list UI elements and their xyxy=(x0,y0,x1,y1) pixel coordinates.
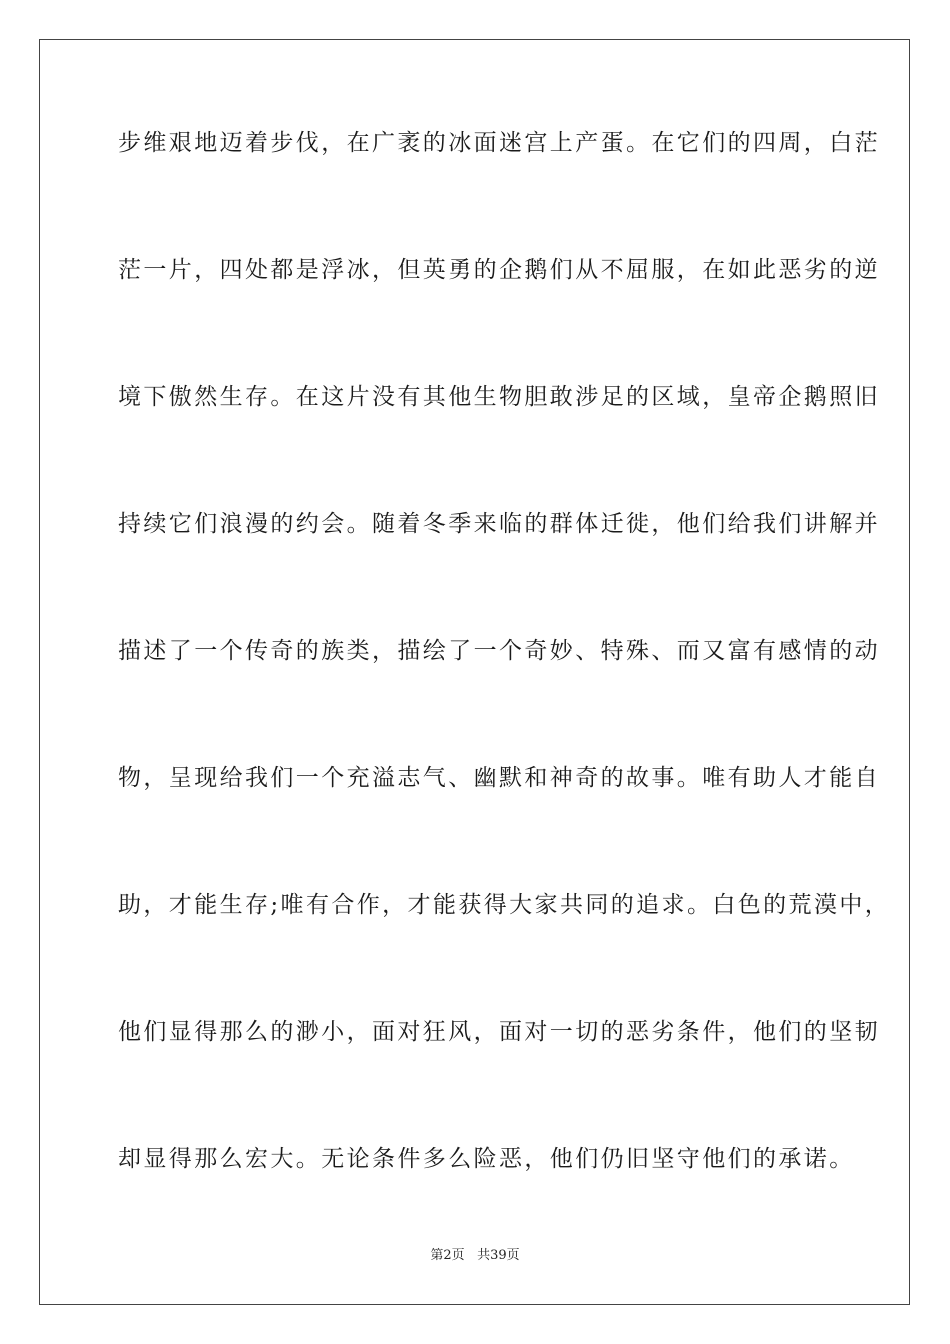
page-total: 共39页 xyxy=(477,1248,520,1263)
page-number: 第2页 xyxy=(430,1248,465,1263)
text-line: 却显得那么宏大。无论条件多么险恶，他们仍旧坚守他们的承诺。 xyxy=(118,1146,855,1172)
text-line: 他们显得那么的渺小，面对狂风，面对一切的恶劣条件，他们的坚韧 xyxy=(118,1019,880,1045)
text-line: 物，呈现给我们一个充溢志气、幽默和神奇的故事。唯有助人才能自 xyxy=(118,765,880,791)
text-line: 境下傲然生存。在这片没有其他生物胆敢涉足的区域，皇帝企鹅照旧 xyxy=(118,384,880,410)
page-border xyxy=(39,39,910,1305)
page-footer xyxy=(0,1247,950,1265)
text-line: 助，才能生存;唯有合作，才能获得大家共同的追求。白色的荒漠中， xyxy=(118,892,891,918)
text-line: 描述了一个传奇的族类，描绘了一个奇妙、特殊、而又富有感情的动 xyxy=(118,638,880,664)
text-line: 持续它们浪漫的约会。随着冬季来临的群体迁徙，他们给我们讲解并 xyxy=(118,511,880,537)
text-line: 步维艰地迈着步伐，在广袤的冰面迷宫上产蛋。在它们的四周，白茫 xyxy=(118,130,880,156)
text-line: 茫一片，四处都是浮冰，但英勇的企鹅们从不屈服，在如此恶劣的逆 xyxy=(118,257,880,283)
